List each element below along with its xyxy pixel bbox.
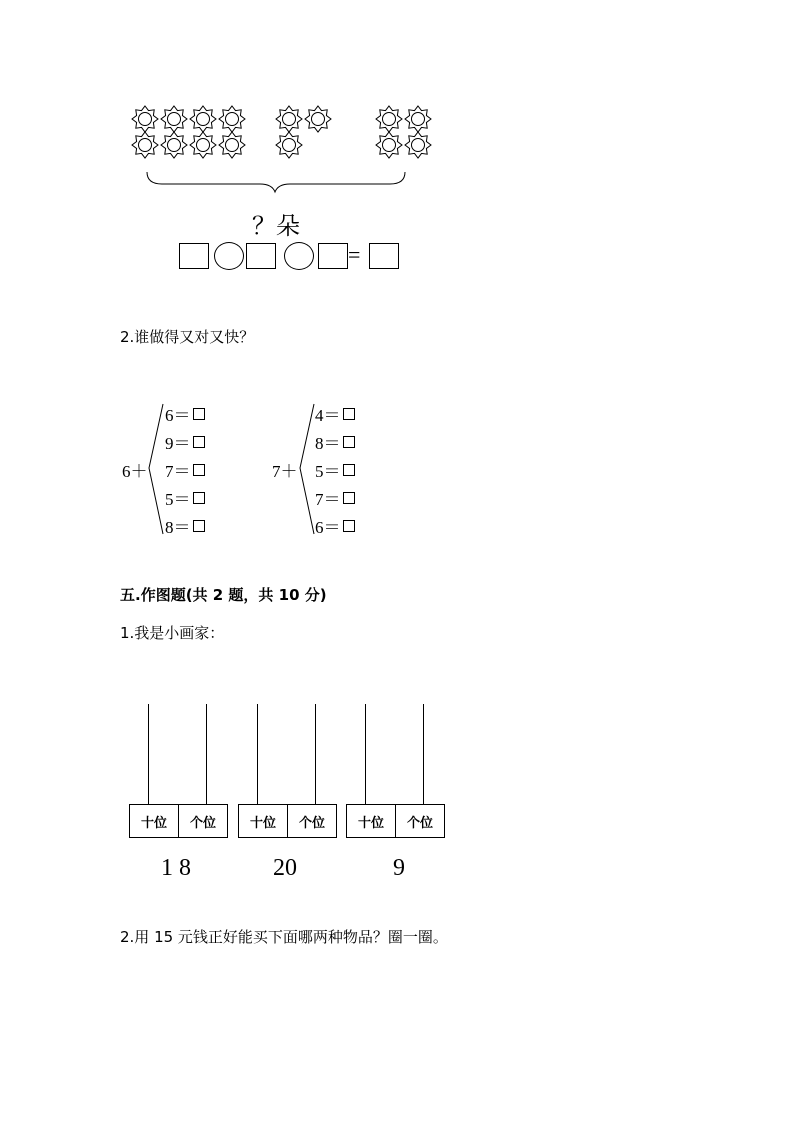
- flower-icon: [161, 132, 187, 158]
- abacus-rod: [315, 704, 316, 804]
- addend-label: 6＝: [165, 406, 191, 425]
- addend-label: 5＝: [165, 490, 191, 509]
- flower-illustration: [0, 0, 794, 200]
- question-label: ？朵: [252, 214, 300, 240]
- abacus-rod: [148, 704, 149, 804]
- answer-box[interactable]: [343, 436, 355, 448]
- operator-circle-2[interactable]: [284, 242, 314, 270]
- equation-row: [165, 429, 205, 454]
- flower-icon: [376, 132, 402, 158]
- flower-icon: [161, 106, 187, 132]
- answer-box-1[interactable]: [179, 243, 209, 269]
- abacus-ones-cell: 个位: [287, 804, 337, 838]
- section5-q1-title: 1.我是小画家：: [120, 624, 225, 642]
- flower-icon: [190, 132, 216, 158]
- brace: [147, 172, 405, 192]
- equation-row: [315, 401, 355, 426]
- flower-icon: [132, 132, 158, 158]
- flower-icon: [132, 106, 158, 132]
- answer-box[interactable]: [343, 408, 355, 420]
- flower-icon: [276, 106, 302, 132]
- equation-row: [315, 485, 355, 510]
- abacus-tens-cell: 十位: [238, 804, 288, 838]
- flower-icon: [190, 106, 216, 132]
- addend-label: 5＝: [315, 462, 341, 481]
- abacus-number: 9: [393, 855, 405, 881]
- flower-icon: [276, 132, 302, 158]
- abacus-tens-cell: 十位: [346, 804, 396, 838]
- abacus-rod: [257, 704, 258, 804]
- answer-box[interactable]: [193, 520, 205, 532]
- answer-box[interactable]: [343, 492, 355, 504]
- flower-icon: [219, 106, 245, 132]
- abacus-number: 1 8: [161, 855, 191, 881]
- group1-base: 6＋: [122, 462, 148, 481]
- equation-row: [165, 513, 205, 538]
- equation-row: [165, 457, 205, 482]
- abacus-rod: [206, 704, 207, 804]
- addend-label: 7＝: [315, 490, 341, 509]
- abacus-rod: [423, 704, 424, 804]
- answer-box-result[interactable]: [369, 243, 399, 269]
- answer-box[interactable]: [343, 464, 355, 476]
- group2-base: 7＋: [272, 462, 298, 481]
- answer-box[interactable]: [193, 408, 205, 420]
- section5-heading: 五.作图题(共 2 题，共 10 分): [120, 586, 327, 604]
- equation-row: [315, 513, 355, 538]
- answer-box-3[interactable]: [318, 243, 348, 269]
- equation-row: [315, 457, 355, 482]
- operator-circle-1[interactable]: [214, 242, 244, 270]
- flower-icon: [405, 132, 431, 158]
- addend-label: 8＝: [165, 518, 191, 537]
- flower-icon: [305, 106, 331, 132]
- equals-sign: =: [348, 242, 361, 267]
- answer-box[interactable]: [193, 464, 205, 476]
- flower-icon: [376, 106, 402, 132]
- abacus-ones-cell: 个位: [178, 804, 228, 838]
- flower-icon: [405, 106, 431, 132]
- abacus-number: 20: [273, 855, 297, 881]
- abacus-tens-cell: 十位: [129, 804, 179, 838]
- equation-row: [165, 485, 205, 510]
- section5-q2-title: 2.用 15 元钱正好能买下面哪两种物品？圈一圈。: [120, 928, 448, 946]
- addend-label: 4＝: [315, 406, 341, 425]
- addend-label: 8＝: [315, 434, 341, 453]
- answer-box-2[interactable]: [246, 243, 276, 269]
- answer-box[interactable]: [193, 436, 205, 448]
- abacus-ones-cell: 个位: [395, 804, 445, 838]
- abacus-rod: [365, 704, 366, 804]
- addend-label: 9＝: [165, 434, 191, 453]
- branch-lines: [0, 400, 794, 540]
- addend-label: 7＝: [165, 462, 191, 481]
- addend-label: 6＝: [315, 518, 341, 537]
- flower-icon: [219, 132, 245, 158]
- answer-box[interactable]: [343, 520, 355, 532]
- equation-row: [165, 401, 205, 426]
- answer-box[interactable]: [193, 492, 205, 504]
- q2-title: 2.谁做得又对又快？: [120, 328, 255, 346]
- equation-row: [315, 429, 355, 454]
